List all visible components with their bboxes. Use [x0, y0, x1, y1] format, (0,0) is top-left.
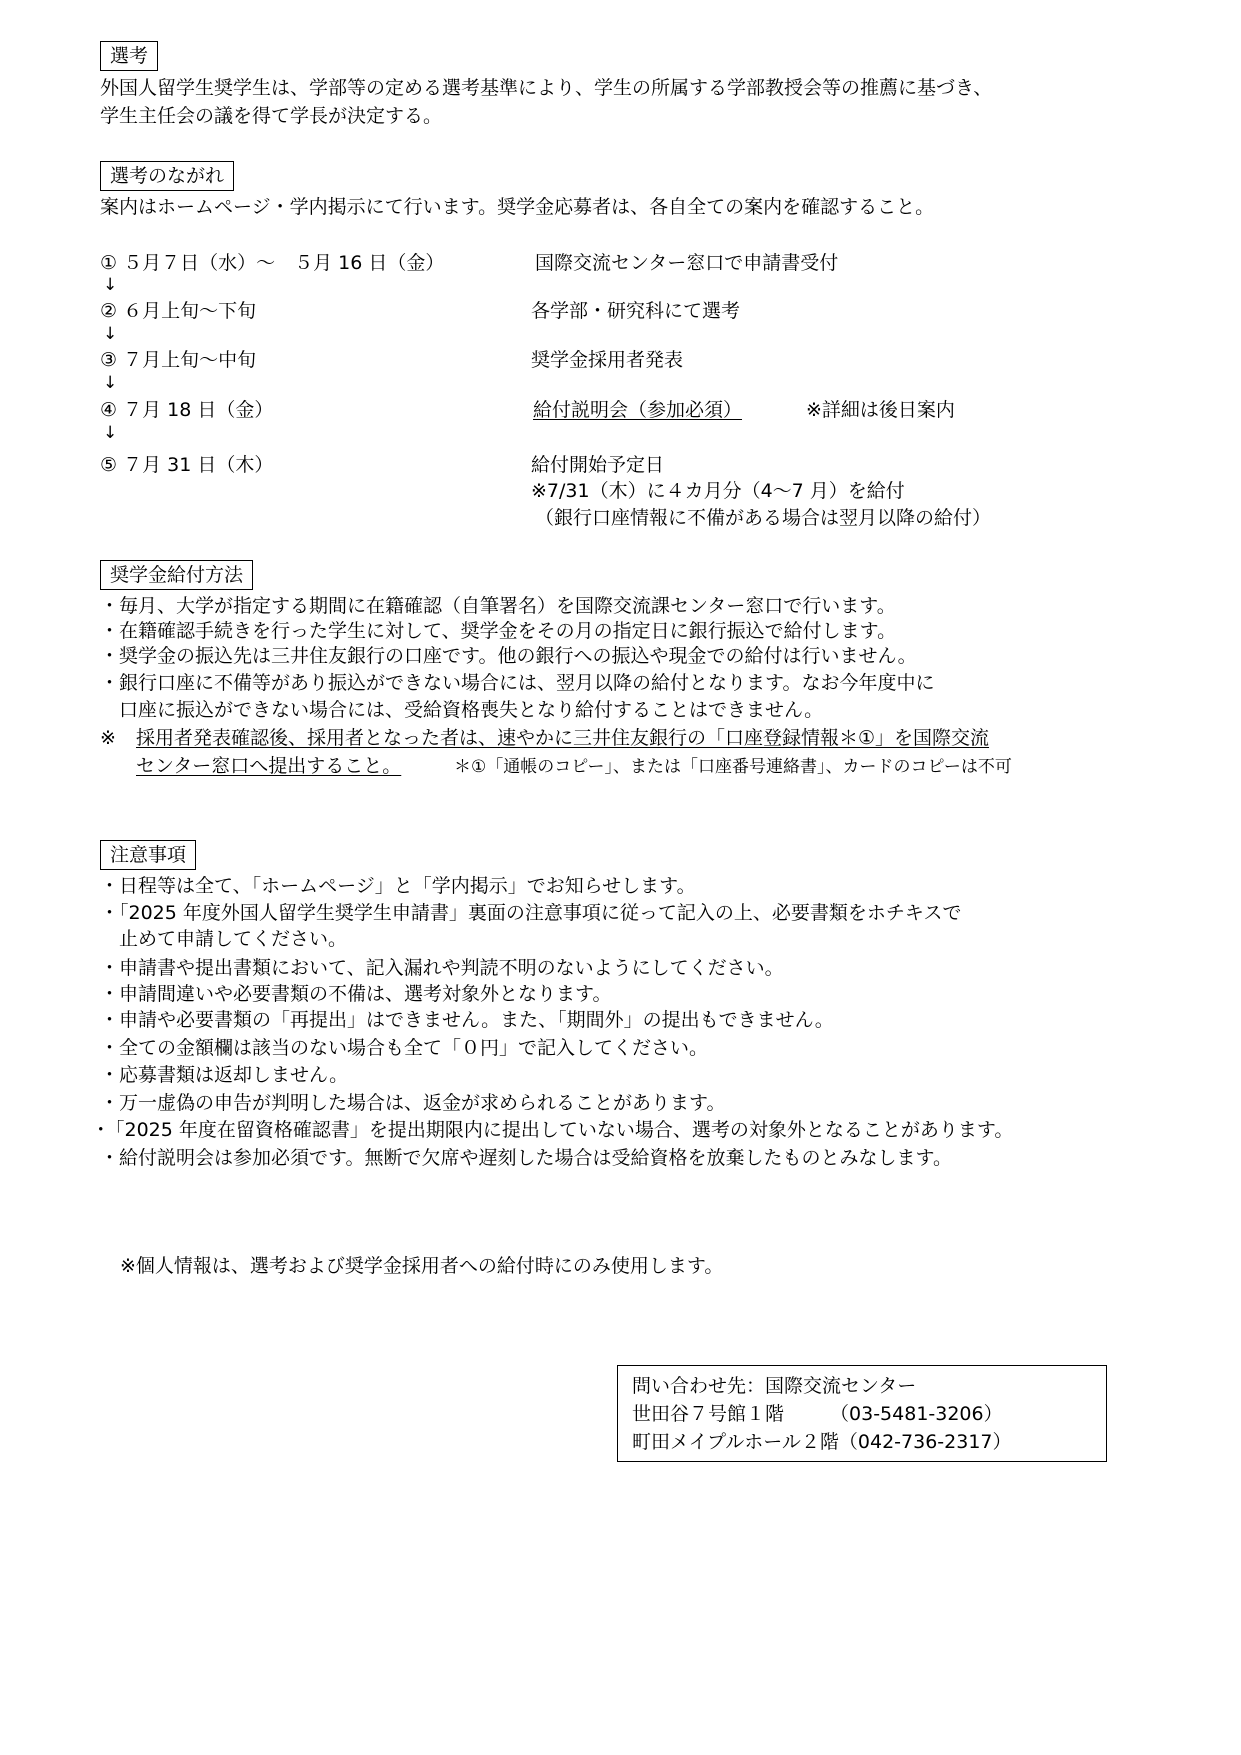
- flow-step-2-date: ② ６月上旬～下旬: [100, 300, 257, 322]
- flow-step-5-date: ⑤ ７月 31 日（木）: [100, 454, 274, 476]
- selection-line-1: 外国人留学生奨学生は、学部等の定める選考基準により、学生の所属する学部教授会等の推薦に基づき、: [100, 77, 993, 99]
- flow-arrow-3: ↓: [103, 373, 118, 393]
- caution-bullet-8: ・応募書類は返却しません。: [100, 1064, 349, 1086]
- payment-note-line-2: センター窓口へ提出すること。: [136, 755, 402, 777]
- caution-bullet-3: 止めて申請してください。: [100, 928, 348, 950]
- payment-heading: 奨学金給付方法: [100, 560, 253, 590]
- contact-box: [617, 1365, 1107, 1462]
- payment-note-small: ＊①「通帳のコピー」、または「口座番号連絡書」、カードのコピーは不可: [454, 757, 1012, 777]
- payment-bullet-3: ・奨学金の振込先は三井住友銀行の口座です。他の銀行への振込や現金での給付は行いません。: [100, 645, 917, 667]
- payment-bullet-5: 口座に振込ができない場合には、受給資格喪失となり給付することはできません。: [100, 699, 824, 721]
- contact-line-2: [632, 1400, 1092, 1428]
- flow-step-4-desc: 給付説明会（参加必須）: [533, 399, 743, 421]
- flow-step-2-desc: 各学部・研究科にて選考: [531, 300, 741, 322]
- caution-bullet-4: ・申請書や提出書類において、記入漏れや判読不明のないようにしてください。: [100, 957, 784, 979]
- selection-heading: 選考: [100, 41, 158, 71]
- flow-intro: 案内はホームページ・学内掲示にて行います。奨学金応募者は、各自全ての案内を確認すること。: [100, 196, 935, 218]
- privacy-note: ※個人情報は、選考および奨学金採用者への給付時にのみ使用します。: [120, 1255, 724, 1277]
- flow-step-5-extra-2: （銀行口座情報に不備がある場合は翌月以降の給付）: [535, 507, 992, 529]
- contact-line-1: 問い合わせ先：国際交流センター: [632, 1375, 917, 1397]
- payment-note-mark: ※: [100, 727, 116, 749]
- caution-bullet-5: ・申請間違いや必要書類の不備は、選考対象外となります。: [100, 983, 612, 1005]
- flow-step-3-desc: 奨学金採用者発表: [531, 349, 684, 371]
- caution-bullet-10: ･「2025 年度在留資格確認書」を提出期限内に提出していない場合、選考の対象外となることがあります。: [96, 1119, 1014, 1141]
- caution-bullet-9: ・万一虚偽の申告が判明した場合は、返金が求められることがあります。: [100, 1092, 726, 1114]
- contact-setagaya-phone: （03-5481-3206）: [830, 1403, 1003, 1425]
- flow-step-3-date: ③ ７月上旬～中旬: [100, 349, 257, 371]
- caution-heading: 注意事項: [100, 840, 196, 870]
- flow-arrow-4: ↓: [103, 423, 118, 443]
- selection-line-2: 学生主任会の議を得て学長が決定する。: [100, 105, 443, 127]
- caution-bullet-7: ・全ての金額欄は該当のない場合も全て「０円」で記入してください。: [100, 1037, 709, 1059]
- contact-line-3: 町田メイプルホール２階（042-736-2317）: [632, 1431, 1012, 1453]
- caution-bullet-6: ・申請や必要書類の「再提出」はできません。また、「期間外」の提出もできません。: [100, 1009, 834, 1031]
- flow-step-1-desc: 国際交流センター窓口で申請書受付: [535, 252, 839, 274]
- flow-step-4-date: ④ ７月 18 日（金）: [100, 399, 274, 421]
- contact-setagaya-location: 世田谷７号館１階: [632, 1403, 785, 1425]
- payment-bullet-4: ・銀行口座に不備等があり振込ができない場合には、翌月以降の給付となります。なお今年度中に: [100, 672, 935, 694]
- caution-bullet-2: ・「2025 年度外国人留学生奨学生申請書」裏面の注意事項に従って記入の上、必要書類をホチキスで: [100, 902, 962, 924]
- flow-arrow-1: ↓: [103, 275, 118, 295]
- payment-bullet-2: ・在籍確認手続きを行った学生に対して、奨学金をその月の指定日に銀行振込で給付します。: [100, 620, 897, 642]
- flow-step-1-date: ① ５月７日（水）～ ５月 16 日（金）: [100, 252, 445, 274]
- flow-step-5-desc: 給付開始予定日: [531, 454, 665, 476]
- caution-bullet-1: ・日程等は全て、「ホームページ」と「学内掲示」でお知らせします。: [100, 875, 696, 897]
- flow-heading: 選考のながれ: [100, 161, 234, 191]
- payment-bullet-1: ・毎月、大学が指定する期間に在籍確認（自筆署名）を国際交流課センター窓口で行います。: [100, 595, 896, 617]
- payment-note-line-1: 採用者発表確認後、採用者となった者は、速やかに三井住友銀行の「口座登録情報＊①」を国際交流: [136, 727, 990, 749]
- flow-step-4-note: ※詳細は後日案内: [806, 399, 955, 421]
- flow-arrow-2: ↓: [103, 324, 118, 344]
- caution-bullet-11: ・給付説明会は参加必須です。無断で欠席や遅刻した場合は受給資格を放棄したものとみなします。: [100, 1147, 952, 1169]
- flow-step-5-extra-1: ※7/31（木）に４カ月分（4～7 月）を給付: [531, 480, 905, 502]
